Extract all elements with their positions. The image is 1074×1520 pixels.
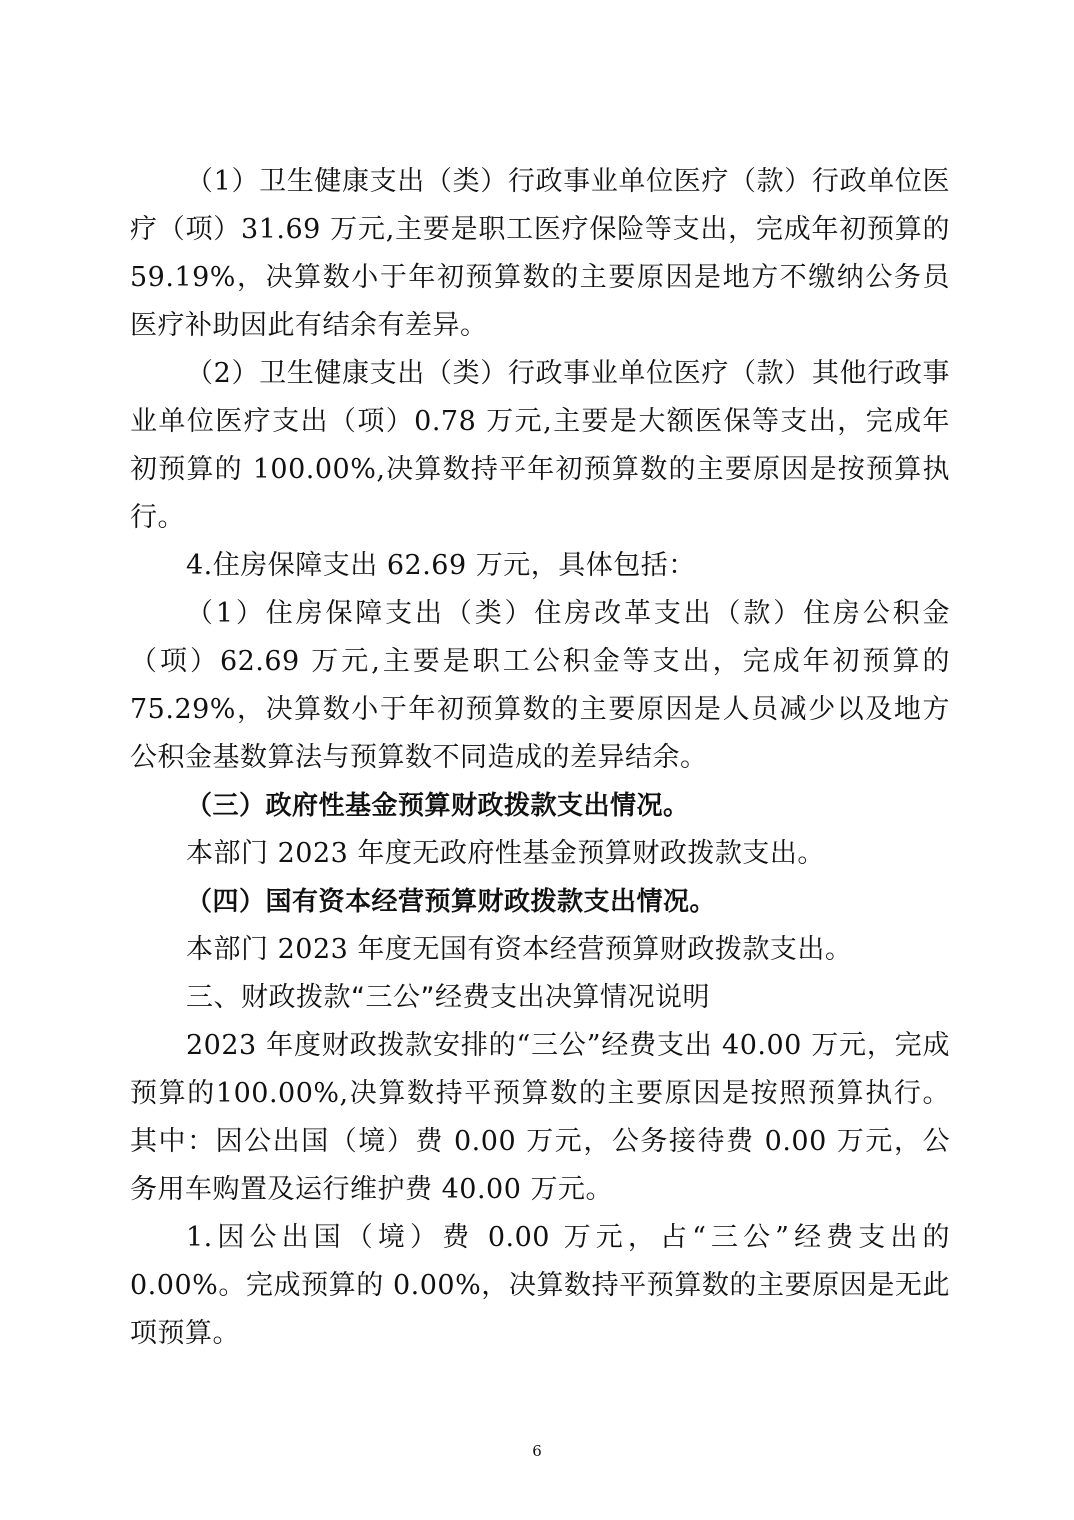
document-body	[130, 158, 950, 1358]
paragraph-housing-summary: 4.住房保障支出 62.69 万元，具体包括：	[186, 550, 696, 581]
paragraph-three-public-summary: 2023 年度财政拨款安排的“三公”经费支出 40.00 万元，完成预算的100.00%,决算数持平预算数的主要原因是按照预算执行。其中：因公出国（境）费 0.00 万元，公务接待费 0.00 万元，公务用车购置及运行维护费 40.00 万元。	[130, 1030, 950, 1205]
paragraph-health-admin-medical: （1）卫生健康支出（类）行政事业单位医疗（款）行政单位医疗（项）31.69 万元,主要是职工医疗保险等支出，完成年初预算的 59.19%，决算数小于年初预算数的主要原因是地方不缴纳公务员医疗补助因此有结余有差异。	[130, 166, 950, 341]
paragraph-government-fund: 本部门 2023 年度无政府性基金预算财政拨款支出。	[186, 838, 825, 869]
paragraph-state-capital: 本部门 2023 年度无国有资本经营预算财政拨款支出。	[186, 934, 853, 965]
page-number: 6	[532, 1442, 542, 1460]
section-heading-three-public: 三、财政拨款“三公”经费支出决算情况说明	[186, 982, 710, 1013]
paragraph-overseas-travel: 1.因公出国（境）费 0.00 万元，占“三公”经费支出的 0.00%。完成预算的 0.00%，决算数持平预算数的主要原因是无此项预算。	[130, 1222, 950, 1349]
paragraph-housing-fund: （1）住房保障支出（类）住房改革支出（款）住房公积金（项）62.69 万元,主要是职工公积金等支出，完成年初预算的 75.29%，决算数小于年初预算数的主要原因是人员减少以及地方公积金基数算法与预算数不同造成的差异结余。	[130, 598, 950, 773]
paragraph-health-other-medical: （2）卫生健康支出（类）行政事业单位医疗（款）其他行政事业单位医疗支出（项）0.78 万元,主要是大额医保等支出，完成年初预算的 100.00%,决算数持平年初预算数的主要原因是按预算执行。	[130, 358, 950, 533]
section-heading-government-fund: （三）政府性基金预算财政拨款支出情况。	[186, 791, 690, 821]
section-heading-state-capital: （四）国有资本经营预算财政拨款支出情况。	[186, 887, 717, 917]
